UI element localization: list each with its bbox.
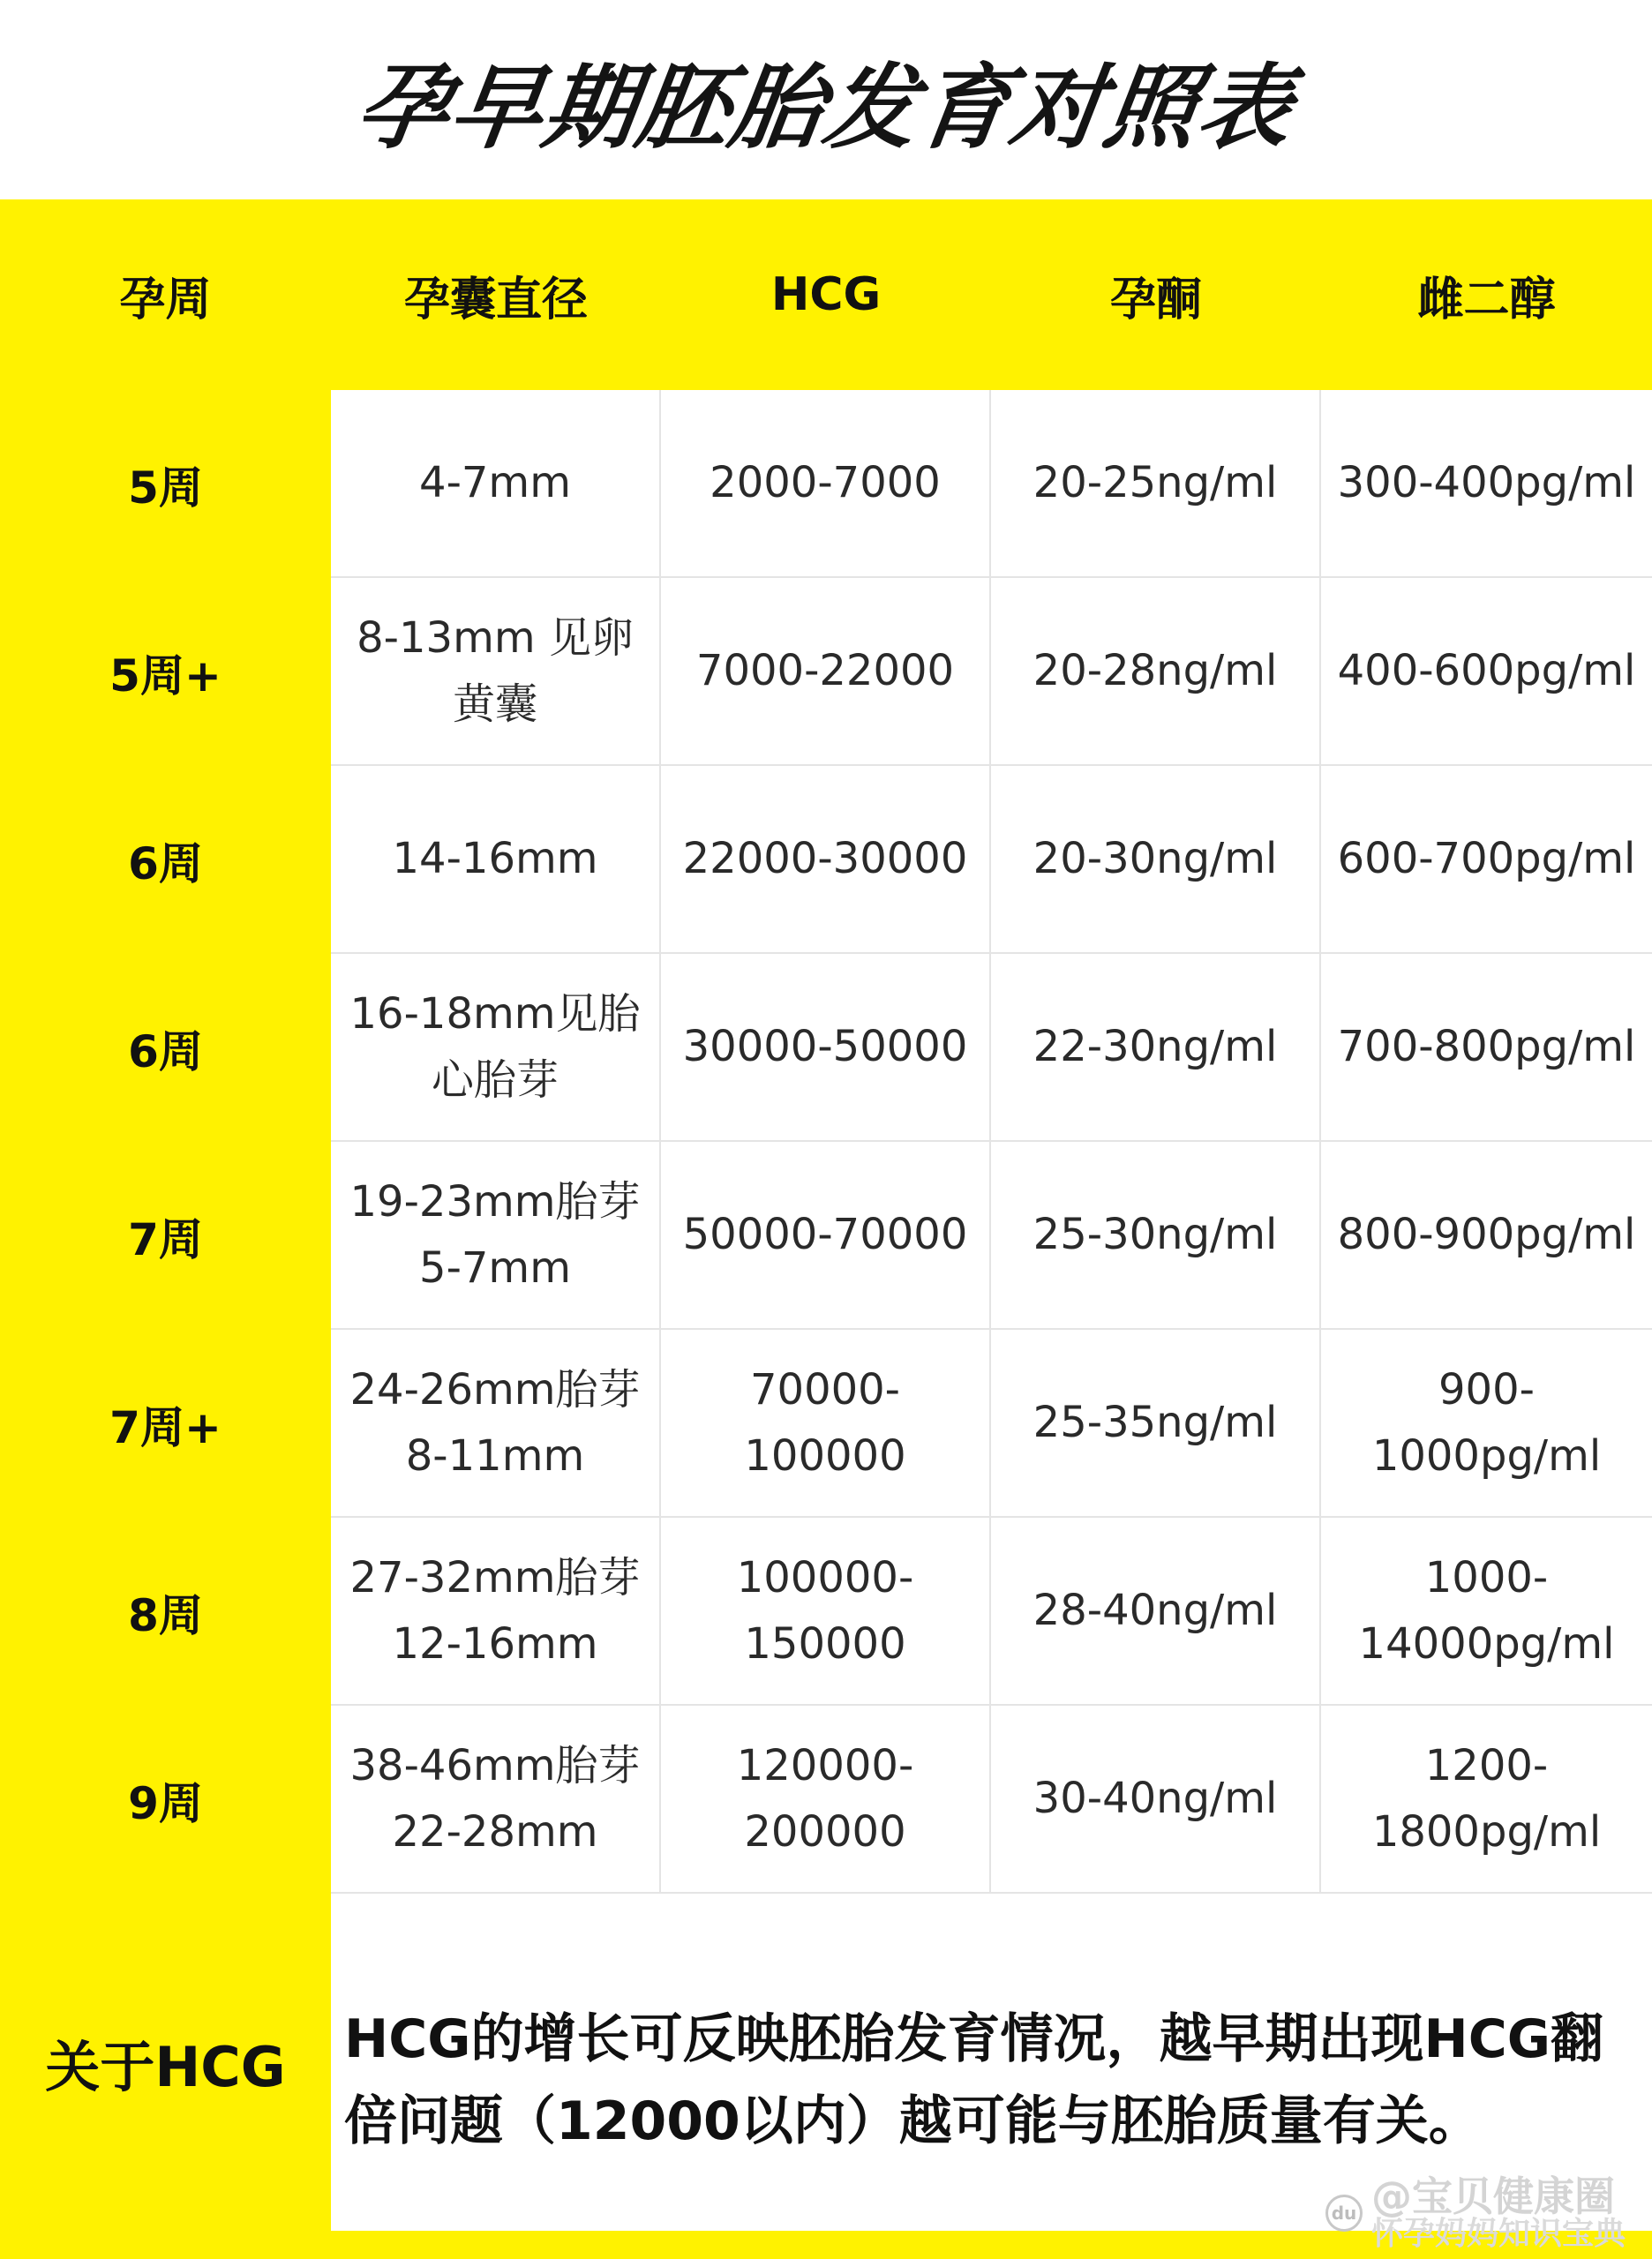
row-label: 6周 <box>128 1025 203 1077</box>
hcg-cell: 2000-7000 <box>661 390 991 576</box>
watermark <box>1325 2175 1626 2251</box>
progesterone-cell: 25-30ng/ml <box>991 1142 1321 1328</box>
page-title: 孕早期胚胎发育对照表 <box>349 54 1301 161</box>
table-header <box>0 199 1652 390</box>
header-week: 孕周 <box>119 273 212 326</box>
header-hcg: HCG <box>770 268 882 321</box>
baidu-paw-icon: du <box>1325 2195 1363 2232</box>
hcg-cell: 30000-50000 <box>661 954 991 1140</box>
sac-diameter-cell: 8-13mm 见卵 黄囊 <box>331 578 661 764</box>
header-sac-diameter: 孕囊直径 <box>403 273 588 326</box>
row-label: 5周 <box>128 462 203 514</box>
progesterone-cell: 28-40ng/ml <box>991 1518 1321 1704</box>
hcg-cell: 100000- 150000 <box>661 1518 991 1704</box>
progesterone-cell: 22-30ng/ml <box>991 954 1321 1140</box>
hcg-cell: 120000- 200000 <box>661 1706 991 1892</box>
footer-label: 关于HCG <box>45 2034 286 2099</box>
row-label: 8周 <box>128 1589 203 1641</box>
table-row <box>331 1706 1652 1894</box>
progesterone-cell: 20-25ng/ml <box>991 390 1321 576</box>
estradiol-cell: 1000- 14000pg/ml <box>1358 1553 1615 1669</box>
table-row <box>331 766 1652 954</box>
sac-diameter-cell: 16-18mm见胎 心胎芽 <box>331 954 661 1140</box>
hcg-cell: 70000-100000 <box>661 1330 991 1516</box>
row-label: 9周 <box>128 1777 203 1829</box>
row-label: 7周 <box>128 1213 203 1265</box>
table-row <box>331 1142 1652 1330</box>
estradiol-cell: 1200- 1800pg/ml <box>1371 1741 1602 1857</box>
table-row <box>331 390 1652 578</box>
row-labels <box>0 390 331 1894</box>
footer-note: HCG的增长可反映胚胎发育情况，越早期出现HCG翻倍问题（12000以内）越可能与胚胎质量有关。 <box>344 2008 1603 2152</box>
row-label: 6周 <box>128 837 203 889</box>
watermark-subtitle: 怀孕妈妈知识宝典 <box>1370 2216 1626 2253</box>
hcg-cell: 7000-22000 <box>661 578 991 764</box>
data-grid <box>331 390 1652 1894</box>
row-label: 7周+ <box>109 1401 222 1453</box>
estradiol-cell: 700-800pg/ml <box>1337 1022 1636 1072</box>
watermark-account: @宝贝健康圈 <box>1370 2173 1615 2220</box>
header-progesterone: 孕酮 <box>1109 273 1202 326</box>
watermark-text <box>1371 2175 1626 2251</box>
row-label: 5周+ <box>109 649 222 702</box>
progesterone-cell: 25-35ng/ml <box>991 1330 1321 1516</box>
progesterone-cell: 30-40ng/ml <box>991 1706 1321 1892</box>
sac-diameter-cell: 27-32mm胎芽 12-16mm <box>331 1518 661 1704</box>
sac-diameter-cell: 4-7mm <box>331 390 661 576</box>
estradiol-cell: 300-400pg/ml <box>1337 458 1636 508</box>
estradiol-cell: 900- 1000pg/ml <box>1371 1365 1602 1481</box>
estradiol-cell: 600-700pg/ml <box>1337 834 1636 884</box>
table-row <box>331 1518 1652 1706</box>
title-bar <box>0 0 1652 199</box>
progesterone-cell: 20-30ng/ml <box>991 766 1321 952</box>
estradiol-cell: 400-600pg/ml <box>1337 646 1636 696</box>
progesterone-cell: 20-28ng/ml <box>991 578 1321 764</box>
sac-diameter-cell: 38-46mm胎芽 22-28mm <box>331 1706 661 1892</box>
table-row <box>331 954 1652 1142</box>
hcg-cell: 50000-70000 <box>661 1142 991 1328</box>
hcg-cell: 22000-30000 <box>661 766 991 952</box>
sac-diameter-cell: 14-16mm <box>331 766 661 952</box>
sac-diameter-cell: 19-23mm胎芽 5-7mm <box>331 1142 661 1328</box>
sac-diameter-cell: 24-26mm胎芽 8-11mm <box>331 1330 661 1516</box>
estradiol-cell: 800-900pg/ml <box>1337 1210 1636 1260</box>
table-row <box>331 1330 1652 1518</box>
table-row <box>331 578 1652 766</box>
header-estradiol: 雌二醇 <box>1417 273 1556 326</box>
